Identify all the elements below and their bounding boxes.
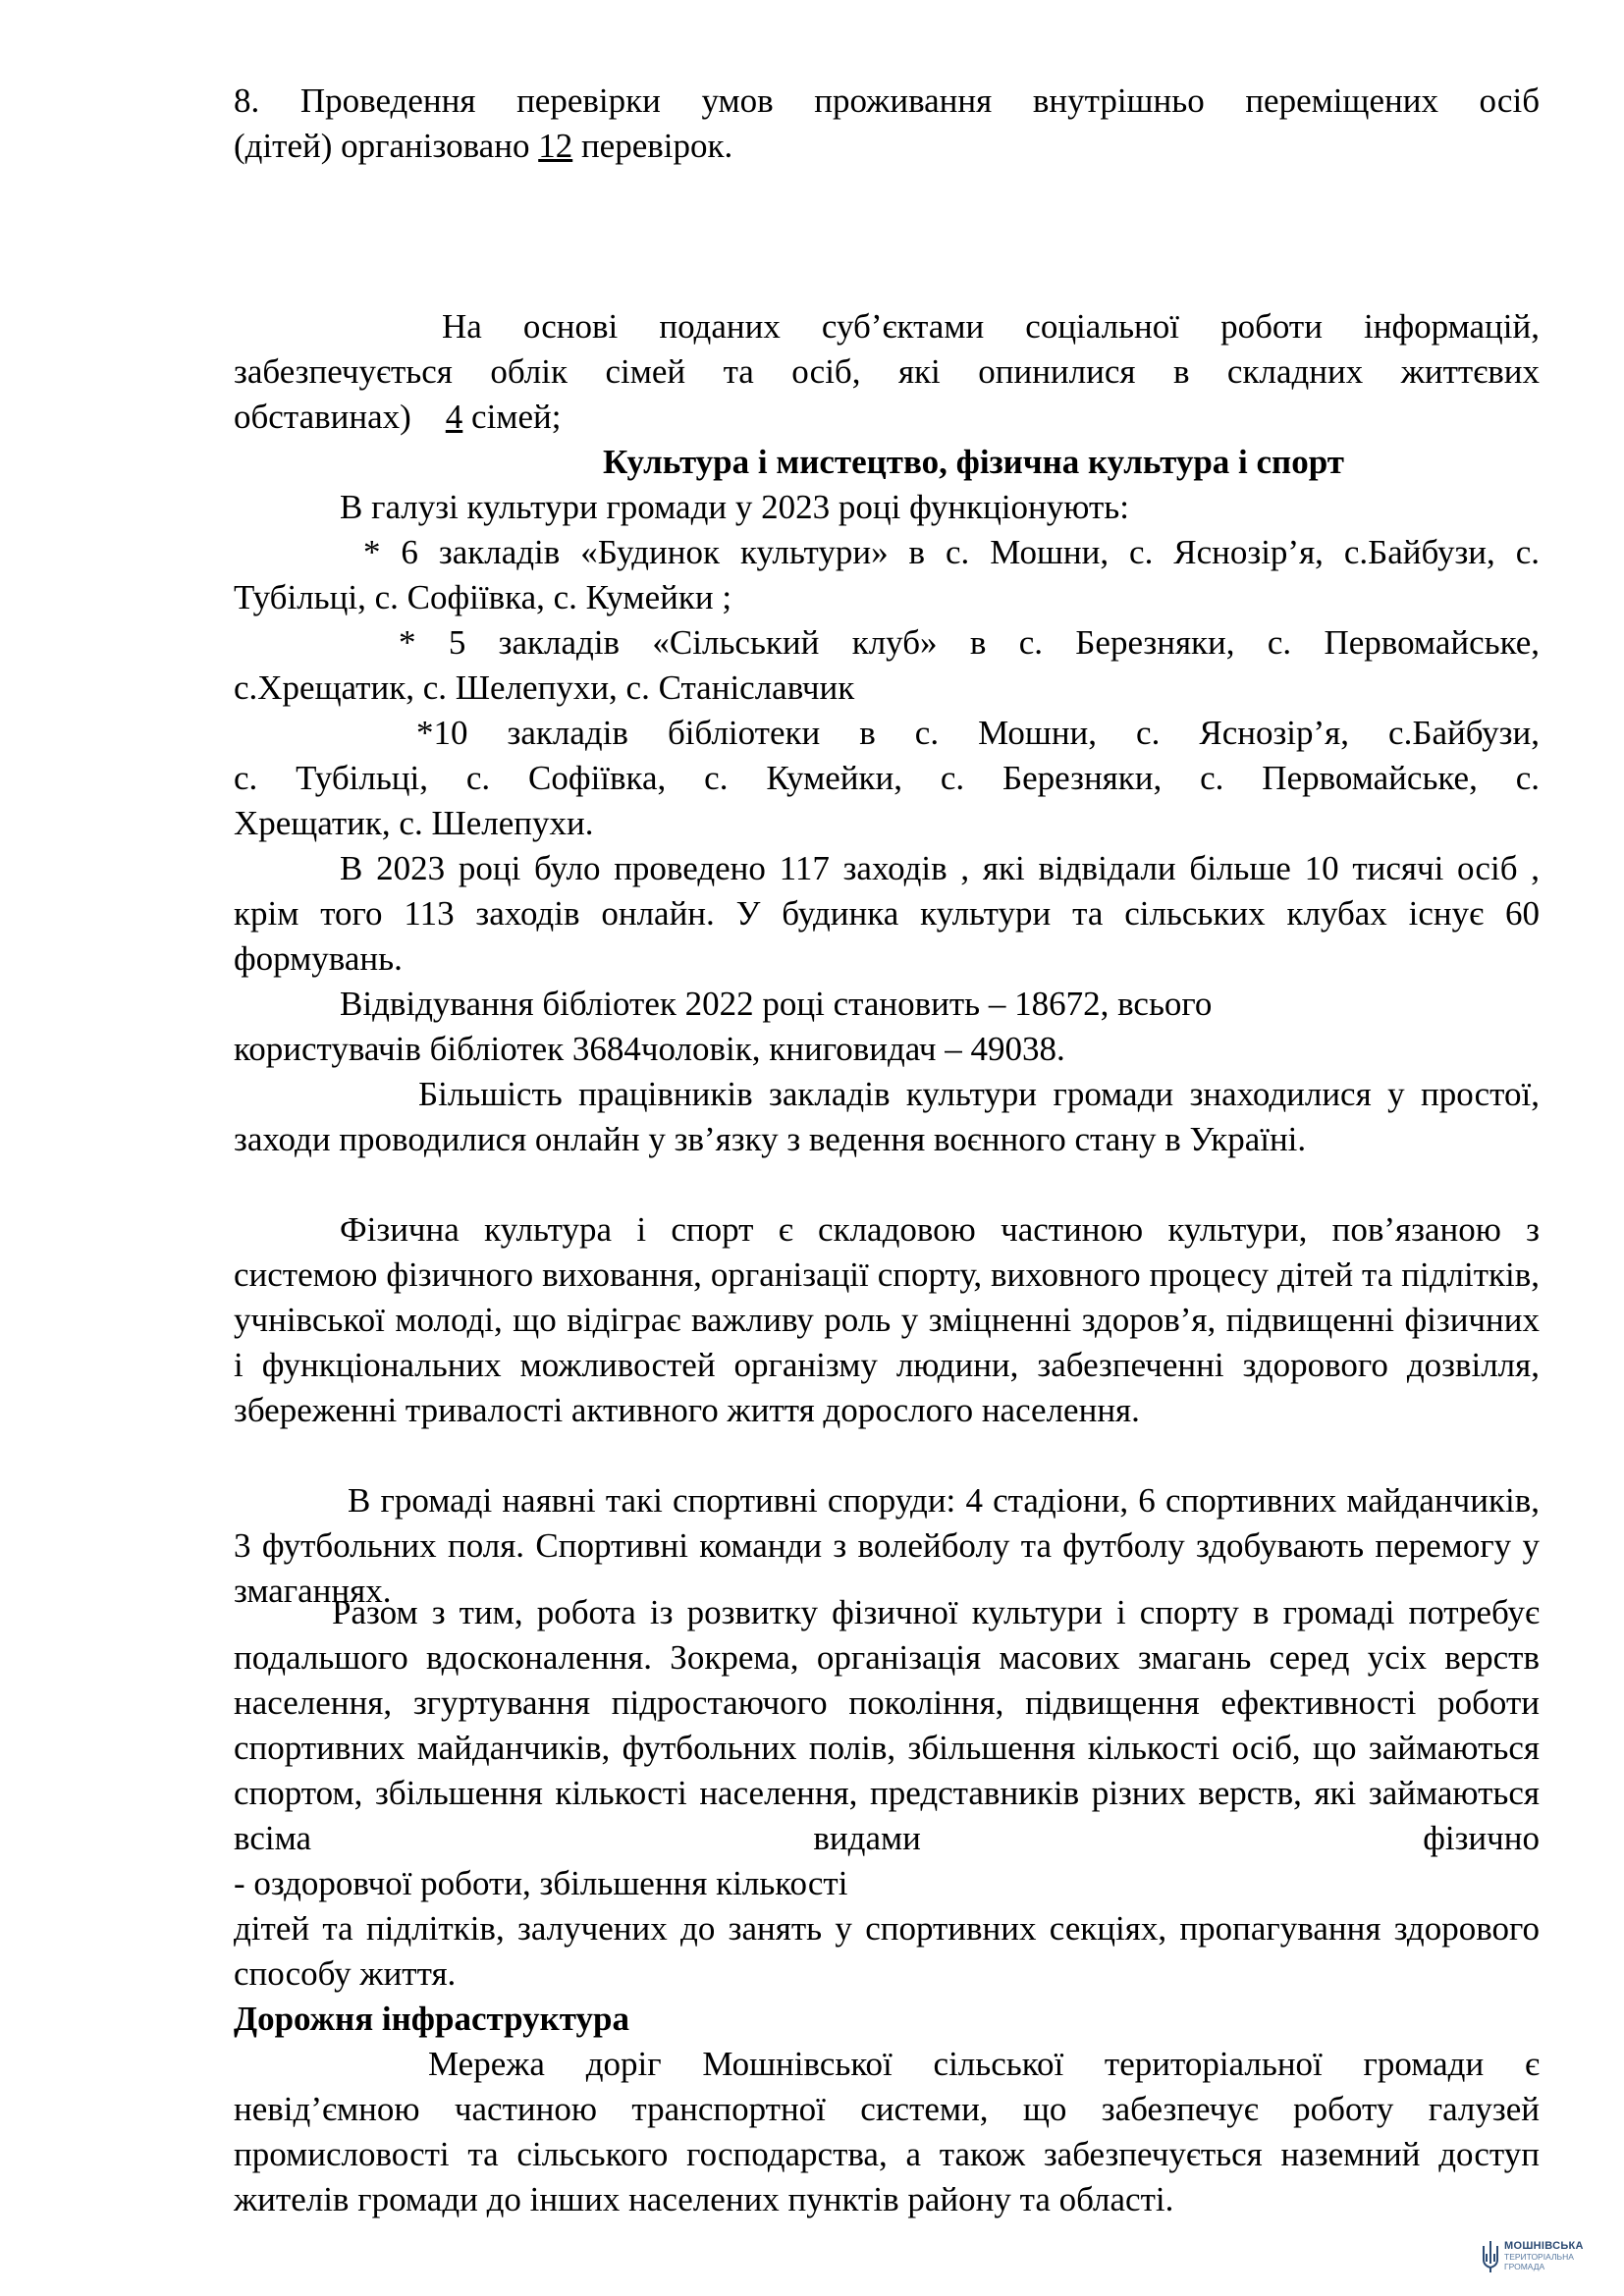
sport-definition: Фізична культура і спорт є складовою частиною культури, пов’язаною з системою фізичного виховання, організації спорту, виховного процесу дітей та підлітків, учнівської молоді, що відіграє важливу роль у зміцненні здоров’я, підвищенні фізичних і функціональних можливостей організму людини, забезпеченні здорового дозвілля, збереженні тривалості активного життя дорослого населення.	[234, 1210, 1540, 1429]
culture-houses: * 6 закладів «Будинок культури» в с. Мошни, с. Яснозір’я, с.Байбузи, с. Тубільці, с. Софіївка, с. Кумейки ;	[234, 533, 1540, 616]
community-logo	[1481, 2238, 1618, 2277]
culture-visits-line2: користувачів бібліотек 3684чоловік, книговидач – 49038.	[234, 1030, 1065, 1068]
culture-heading: Культура і мистецтво, фізична культура і спорт	[603, 443, 1344, 481]
trident-icon	[1481, 2240, 1500, 2273]
sport-improve-continued: - оздоровчої роботи, збільшення кількості	[234, 1864, 848, 1902]
culture-libraries-line3: Хрещатик, с. Шелепухи.	[234, 804, 594, 842]
inspections-count: 12	[538, 127, 573, 165]
sport-improve-children: дітей та підлітків, залучених до занять у спортивних секціях, пропагування здорового способу життя.	[234, 1909, 1540, 1993]
roads-heading: Дорожня інфраструктура	[234, 2000, 629, 2038]
culture-intro: В галузі культури громади у 2023 році функціонують:	[340, 488, 1129, 526]
culture-visits-line1: Відвідування бібліотек 2022 році становить – 18672, всього	[340, 985, 1213, 1023]
logo-subtitle: ТЕРИТОРІАЛЬНА ГРОМАДА	[1504, 2252, 1574, 2271]
item8-line2: (дітей) організовано 12 перевірок.	[234, 127, 733, 165]
families-count: 4	[445, 398, 463, 436]
accounting-line3: обставинах) 4 сімей;	[234, 398, 562, 436]
culture-libraries-line2: с. Тубільці, с. Софіївка, с. Кумейки, с. Березняки, с. Первомайське, с.	[234, 759, 1540, 797]
sport-improve-main: Разом з тим, робота із розвитку фізичної культури і спорту в громаді потребує подальшого вдосконалення. Зокрема, організація масових змагань серед усіх верств населення, згуртування підростаючого покоління, підвищення ефективності роботи спортивних майданчиків, футбольних полів, збільшення кількості осіб, що займаються спортом, збільшення кількості населення, представників різних верств, які займаються всіма видами фізично	[234, 1593, 1540, 1857]
culture-clubs-line2: с.Хрещатик, с. Шелепухи, с. Станіславчик	[234, 668, 855, 707]
logo-title: МОШНІВСЬКА	[1504, 2240, 1584, 2252]
accounting-line1: На основі поданих суб’єктами соціальної роботи інформацій,	[442, 307, 1540, 346]
culture-events: В 2023 році було проведено 117 заходів , які відвідали більше 10 тисячі осіб , крім того 113 заходів онлайн. У будинка культури та сільських клубах існує 60 формувань.	[234, 849, 1540, 978]
culture-clubs-line1: * 5 закладів «Сільський клуб» в с. Березняки, с. Первомайське,	[399, 623, 1540, 662]
roads-text: Мережа доріг Мошнівської сільської територіальної громади є невід’ємною частиною транспортної системи, що забезпечує роботу галузей промисловості та сільського господарства, а також забезпечується наземний доступ жителів громади до інших населених пунктів району та області.	[234, 2045, 1540, 2218]
culture-workers: Більшість працівників закладів культури громади знаходилися у простої, заходи проводилися онлайн у зв’язку з ведення воєнного стану в Україні.	[234, 1075, 1540, 1158]
accounting-line2: забезпечується облік сімей та осіб, які опинилися в складних життєвих	[234, 352, 1540, 391]
culture-libraries-line1: *10 закладів бібліотеки в с. Мошни, с. Яснозір’я, с.Байбузи,	[416, 714, 1540, 752]
sport-facilities: В громаді наявні такі спортивні споруди: 4 стадіони, 6 спортивних майданчиків, 3 футбольних поля. Спортивні команди з волейболу та футболу здобувають перемогу у змаганнях.	[234, 1481, 1540, 1610]
item8-line1: 8. Проведення перевірки умов проживання внутрішньо переміщених осіб	[234, 81, 1540, 120]
